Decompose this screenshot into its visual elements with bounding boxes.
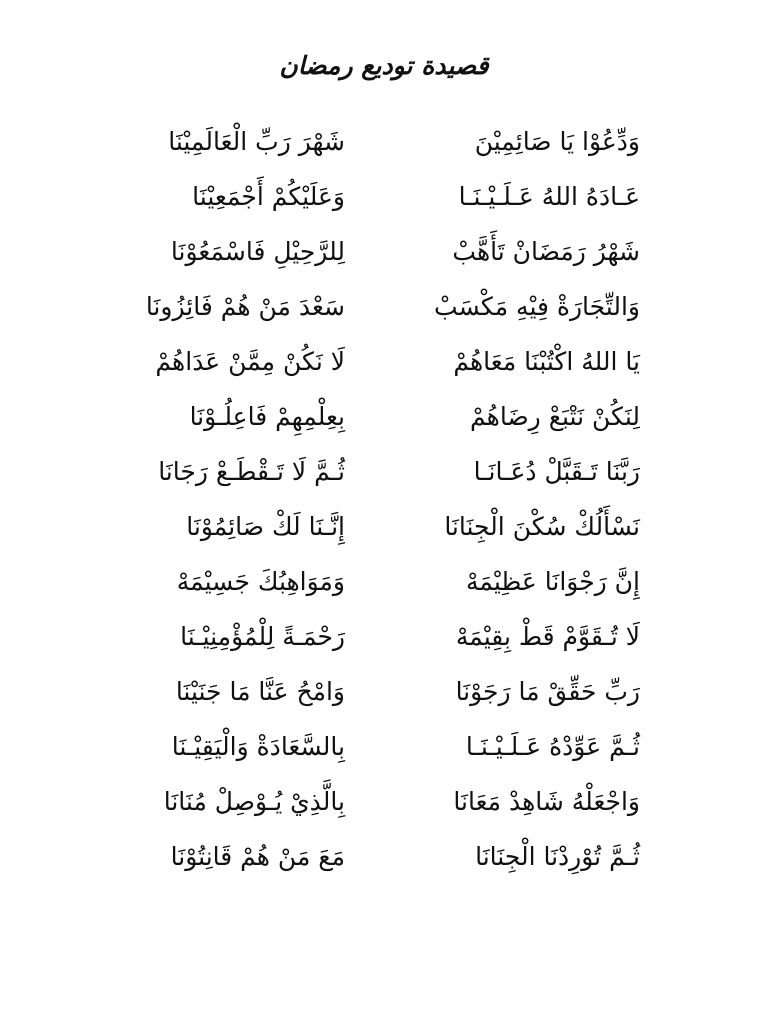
verse-second-hemistich: رَحْمَـةً لِلْمُؤْمِنِيْـنَا [180,621,345,651]
verse-second-hemistich: شَهْرَ رَبِّ الْعَالَمِيْنَا [168,126,345,156]
verse-first-hemistich: رَبِّ حَقِّقْ مَا رَجَوْنَا [455,676,640,706]
verse [150,609,640,664]
verse-first-hemistich: نَسْأَلُكْ سُكْنَ الْجِنَانَا [444,511,640,541]
verse-first-hemistich: وَالتِّجَارَةْ فِيْهِ مَكْسَبْ [434,291,640,321]
verse [150,664,640,719]
verse-first-hemistich: ثُـمَّ عَوِّدْهُ عَـلَـيْـنَـا [465,731,640,761]
verse [150,499,640,554]
verse-second-hemistich: وَعَلَيْكُمْ أَجْمَعِيْنَا [192,181,345,211]
verse-first-hemistich: وَاجْعَلْهُ شَاهِدْ مَعَانَا [453,786,640,816]
verse-first-hemistich: رَبَّنَا تَـقَبَّلْ دُعَـانَـا [473,456,640,486]
verse-second-hemistich: سَعْدَ مَنْ هُمْ فَائِزُونَا [145,291,345,321]
verse [145,279,640,334]
verse [150,554,640,609]
verse-second-hemistich: لَا نَكُنْ مِمَّنْ عَدَاهُمْ [155,346,345,376]
verse-second-hemistich: مَعَ مَنْ هُمْ قَانِتُوْنَا [170,841,345,871]
verse [150,719,640,774]
verse-second-hemistich: لِلرَّحِيْلِ فَاسْمَعُوْنَا [170,236,345,266]
verse-second-hemistich: بِالسَّعَادَةْ وَالْيَقِيْـنَا [171,731,345,761]
verse-first-hemistich: لَا تُـقَوَّمْ قَطْ بِقِيْمَهْ [455,621,640,651]
poem-title: قصيدة توديع رمضان [279,51,489,80]
verse [150,444,640,499]
verse-first-hemistich: شَهْرُ رَمَضَانْ تَأَهَّبْ [452,236,640,266]
verse-first-hemistich: لِنَكُنْ نَتْبَعْ رِضَاهُمْ [470,401,640,431]
verse [150,334,640,389]
verse [150,829,640,884]
verse [150,774,640,829]
verse-second-hemistich: وَمَوَاهِبُكَ جَسِيْمَهْ [176,566,345,596]
verse-first-hemistich: يَا اللهُ اكْتُبْنَا مَعَاهُمْ [453,346,640,376]
verse-first-hemistich: ثُـمَّ تُوْرِدْنَا الْجِنَانَا [475,841,640,871]
verse [150,114,640,169]
verse-second-hemistich: وَامْحُ عَنَّا مَا جَنَيْنَا [175,676,345,706]
verse-first-hemistich: وَدِّعُوْا يَا صَائِمِيْنَ [474,126,640,156]
verse-second-hemistich: إِنَّـنَا لَكْ صَائِمُوْنَا [186,511,345,541]
verse-first-hemistich: إِنَّ رَجْوَانَا عَظِيْمَهْ [466,566,640,596]
verse [150,169,640,224]
verse-second-hemistich: بِعِلْمِهِمْ فَاعِلُـوْنَا [189,401,345,431]
verse-second-hemistich: ثُـمَّ لَا تَـقْطَـعْ رَجَانَا [158,456,345,486]
verse-second-hemistich: بِالَّذِيْ يُـوْصِلْ مُنَانَا [163,786,345,816]
poem-body [145,114,640,884]
verse [150,224,640,279]
verse [150,389,640,444]
verse-first-hemistich: عَـادَهُ اللهُ عَـلَـيْـنَـا [458,181,640,211]
